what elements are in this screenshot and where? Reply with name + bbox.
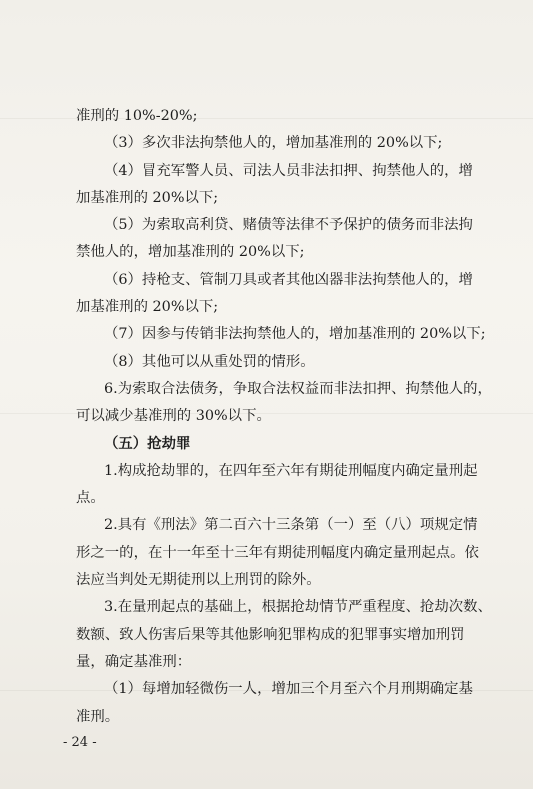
text-line: 准刑。	[76, 708, 120, 725]
text-line: （8）其他可以从重处罚的情形。	[104, 353, 315, 370]
section-heading: （五）抢劫罪	[104, 435, 191, 452]
text-line: （4）冒充军警人员、司法人员非法扣押、拘禁他人的，增	[104, 162, 473, 179]
text-line: 可以减少基准刑的 30%以下。	[76, 408, 271, 425]
body-text	[76, 103, 496, 731]
text-line: 点。	[76, 490, 105, 507]
page-number: - 24 -	[63, 735, 97, 750]
text-line: 加基准刑的 20%以下;	[76, 189, 219, 206]
text-line: 形之一的，在十一年至十三年有期徒刑幅度内确定量刑起点。依	[76, 544, 479, 561]
text-line: 法应当判处无期徒刑以上刑罚的除外。	[76, 572, 321, 589]
text-line: （7）因参与传销非法拘禁他人的，增加基准刑的 20%以下;	[104, 326, 486, 343]
text-line: （3）多次非法拘禁他人的，增加基准刑的 20%以下;	[104, 135, 443, 152]
text-line: 量，确定基准刑：	[76, 653, 192, 670]
text-line: （6）持枪支、管制刀具或者其他凶器非法拘禁他人的，增	[104, 271, 473, 288]
text-line: （5）为索取高利贷、赌债等法律不予保护的债务而非法拘	[104, 217, 473, 234]
text-line: 1.构成抢劫罪的，在四年至六年有期徒刑幅度内确定量刑起	[104, 462, 478, 479]
text-line: 3.在量刑起点的基础上，根据抢劫情节严重程度、抢劫次数、	[104, 599, 492, 616]
text-line: 2.具有《刑法》第二百六十三条第（一）至（八）项规定情	[104, 517, 478, 534]
text-line: 准刑的 10%-20%;	[76, 108, 198, 124]
text-line: 数额、致人伤害后果等其他影响犯罪构成的犯罪事实增加刑罚	[76, 626, 465, 643]
text-line: 6.为索取合法债务，争取合法权益而非法扣押、拘禁他人的，	[104, 380, 492, 397]
text-line: 加基准刑的 20%以下;	[76, 299, 219, 316]
text-line: （1）每增加轻微伤一人，增加三个月至六个月刑期确定基	[104, 681, 473, 698]
text-line: 禁他人的，增加基准刑的 20%以下;	[76, 244, 305, 261]
